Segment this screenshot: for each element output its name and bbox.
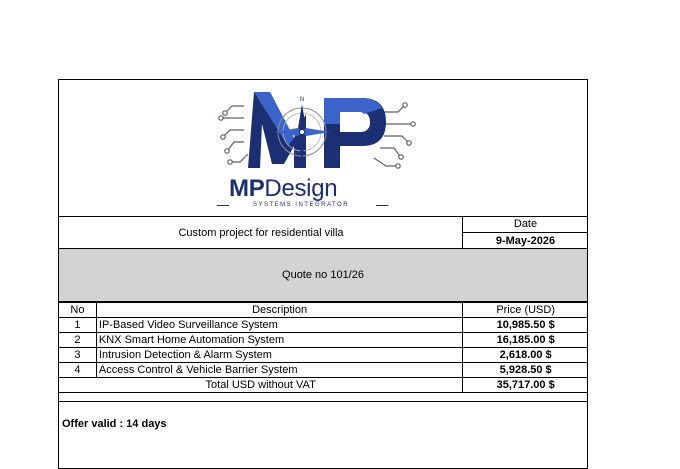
row-price: 16,185.00 $	[463, 333, 588, 348]
brand-name	[229, 175, 374, 203]
header-description: Description	[96, 303, 462, 318]
items-table	[59, 302, 588, 393]
row-description: IP-Based Video Surveillance System	[96, 318, 462, 333]
total-row	[59, 378, 588, 393]
row-no: 4	[59, 363, 96, 378]
row-price: 5,928.50 $	[463, 363, 588, 378]
row-description: KNX Smart Home Automation System	[96, 333, 462, 348]
offer-validity: Offer valid : 14 days	[62, 418, 167, 430]
table-header-row	[59, 303, 588, 318]
brand-tagline: SYSTEMS INTEGRATOR	[252, 202, 350, 208]
row-price: 2,618.00 $	[463, 348, 588, 363]
date-value: 9-May-2026	[495, 235, 556, 247]
row-description: Access Control & Vehicle Barrier System	[96, 363, 462, 378]
table-row	[59, 333, 588, 348]
project-row	[59, 216, 587, 249]
row-no: 1	[59, 318, 96, 333]
date-cell	[462, 217, 588, 248]
quote-sheet	[58, 79, 588, 469]
total-label: Total USD without VAT	[59, 378, 463, 393]
brand-name-mp: MP	[229, 175, 265, 202]
mp-design-logo	[214, 84, 424, 176]
brand-name-design: Design	[264, 175, 338, 202]
tagline-rule-right	[376, 205, 388, 206]
date-label: Date	[463, 217, 588, 233]
quote-number-banner	[59, 249, 587, 302]
header-price: Price (USD)	[463, 303, 588, 318]
row-no: 2	[59, 333, 96, 348]
project-title: Custom project for residential villa	[178, 226, 344, 239]
table-row	[59, 348, 588, 363]
row-no: 3	[59, 348, 96, 363]
offer-divider	[59, 401, 587, 402]
table-row	[59, 318, 588, 333]
row-description: Intrusion Detection & Alarm System	[96, 348, 462, 363]
compass-s-label: S	[299, 164, 305, 170]
total-value: 35,717.00 $	[463, 378, 588, 393]
compass-w-label: W	[266, 130, 272, 136]
header-no: No	[59, 303, 96, 318]
quote-number: Quote no 101/26	[282, 269, 364, 281]
table-row	[59, 363, 588, 378]
tagline-rule-left	[217, 205, 229, 206]
compass-e-label: E	[332, 130, 338, 136]
compass-n-label: N	[299, 97, 305, 103]
logo-area	[59, 80, 587, 216]
row-price: 10,985.50 $	[463, 318, 588, 333]
